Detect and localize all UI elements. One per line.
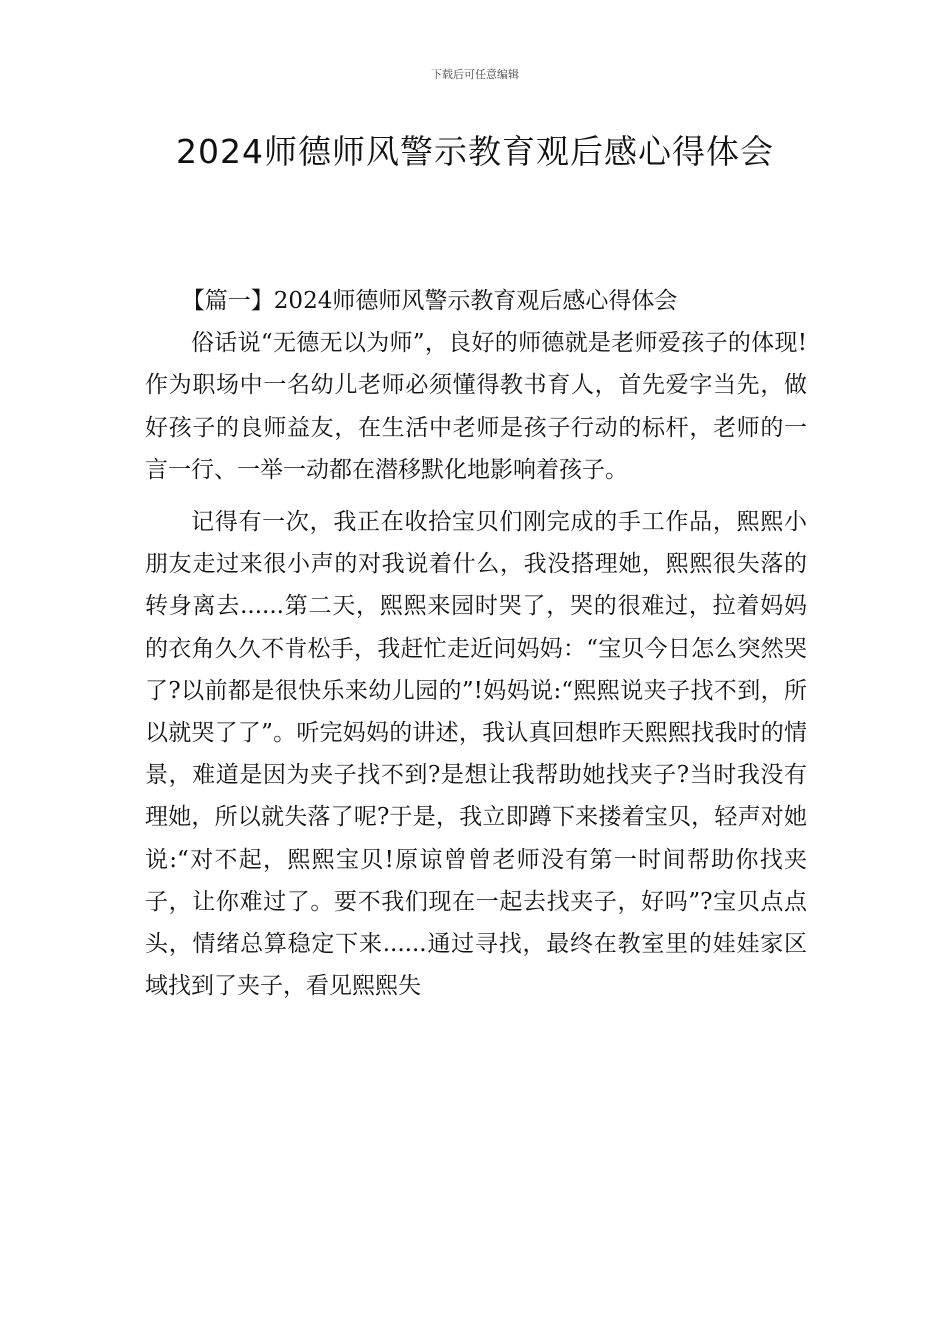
paragraph-2: 记得有一次，我正在收拾宝贝们刚完成的手工作品，熙熙小朋友走过来很小声的对我说着什么，我没搭理她，熙熙很失落的转身离去......第二天，熙熙来园时哭了，哭的很难过，拉着妈妈的衣角久久不肯松手，我赶忙走近问妈妈：“宝贝今日怎么突然哭了?以前都是很快乐来幼儿园的”!妈妈说:“熙熙说夹子找不到，所以就哭了了”。听完妈妈的讲述，我认真回想昨天熙熙找我时的情景，难道是因为夹子找不到?是想让我帮助她找夹子?当时我没有理她，所以就失落了呢?于是，我立即蹲下来搂着宝贝，轻声对她说:“对不起，熙熙宝贝!原谅曾曾老师没有第一时间帮助你找夹子，让你难过了。要不我们现在一起去找夹子，好吗”?宝贝点点头，情绪总算稳定下来......通过寻找，最终在教室里的娃娃家区域找到了夹子，看见熙熙失 [145,509,807,1000]
section-heading: 【篇一】2024师德师风警示教育观后感心得体会 [181,288,678,314]
document-title: 2024师德师风警示教育观后感心得体会 [176,132,774,171]
header-note: 下载后可任意编辑 [431,68,519,81]
paragraph-1: 俗话说“无德无以为师”，良好的师德就是老师爱孩子的体现!作为职场中一名幼儿老师必须懂得教书育人，首先爱字当先，做好孩子的良师益友，在生活中老师是孩子行动的标杆，老师的一言一行、一举一动都在潜移默化地影响着孩子。 [145,330,807,483]
document-body [145,280,807,1007]
